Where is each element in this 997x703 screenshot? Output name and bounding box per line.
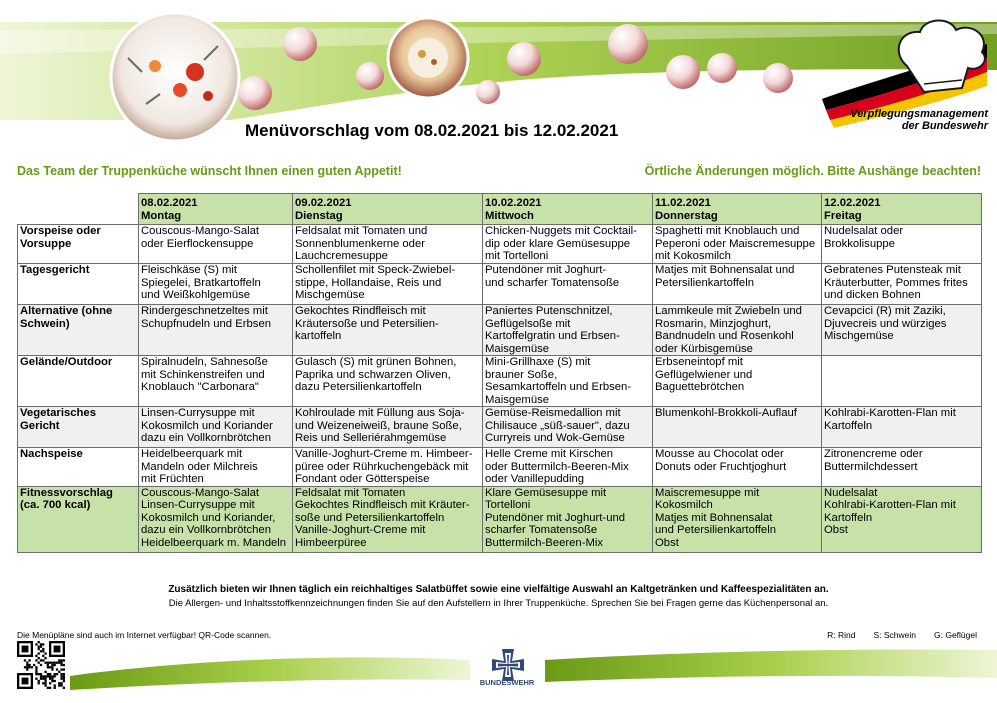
table-row [18, 407, 982, 448]
table-row [18, 356, 982, 407]
day-header: 09.02.2021 Dienstag [293, 194, 483, 225]
menu-cell: Fleischkäse (S) mit Spiegelei, Bratkartoffeln und Weißkohlgemüse [139, 264, 293, 305]
menu-cell: Lammkeule mit Zwiebeln und Rosmarin, Minzjoghurt, Bandnudeln und Rosenkohl oder Kürbisgemüse [653, 305, 822, 356]
menu-body [18, 225, 982, 553]
menu-cell: Klare Gemüsesuppe mit Tortelloni Putendöner mit Joghurt-und scharfer Tomatensoße Buttermilch-Beeren-Mix [483, 486, 653, 552]
day-header: 10.02.2021 Mittwoch [483, 194, 653, 225]
legend-item: G: Geflügel [934, 630, 977, 640]
qr-code[interactable] [17, 641, 65, 689]
table-header-row [18, 194, 982, 225]
menu-cell: Blumenkohl-Brokkoli-Auflauf [653, 407, 822, 448]
abbreviation-legend [827, 630, 977, 640]
menu-cell: Nudelsalat Kohlrabi-Karotten-Flan mit Kartoffeln Obst [822, 486, 982, 552]
brand-text [828, 108, 988, 132]
allergen-note: Die Allergen- und Inhaltsstoffkennzeichnungen finden Sie auf den Aufstellern in Ihrer Truppenküche. Sprechen Sie bei Fragen gerne das Küchenpersonal an. [168, 598, 829, 609]
menu-cell: Spaghetti mit Knoblauch und Peperoni oder Maiscremesuppe mit Kokosmilch [653, 225, 822, 264]
menu-cell: Nudelsalat oder Brokkolisuppe [822, 225, 982, 264]
table-row [18, 448, 982, 487]
day-header: 08.02.2021 Montag [139, 194, 293, 225]
row-category: Tagesgericht [18, 264, 139, 305]
menu-table [17, 193, 982, 553]
table-row [18, 264, 982, 305]
menu-cell: Schollenfilet mit Speck-Zwiebel- stippe, Hollandaise, Reis und Mischgemüse [293, 264, 483, 305]
menu-cell: Vanille-Joghurt-Creme m. Himbeer- püree oder Rührkuchengebäck mit Fondant oder Götterspeise [293, 448, 483, 487]
menu-cell: Heidelbeerquark mit Mandeln oder Milchreis mit Früchten [139, 448, 293, 487]
menu-cell: Feldsalat mit Tomaten Gekochtes Rindfleisch mit Kräuter- soße und Petersilienkartoffeln Vanille-Joghurt-Creme mit Himbeerpüree [293, 486, 483, 552]
menu-cell: Matjes mit Bohnensalat und Petersilienkartoffeln [653, 264, 822, 305]
menu-cell: Paniertes Putenschnitzel, Geflügelsoße mit Kartoffelgratin und Erbsen- Maisgemüse [483, 305, 653, 356]
table-row [18, 305, 982, 356]
menu-cell [822, 356, 982, 407]
menu-cell: Couscous-Mango-Salat oder Eierflockensuppe [139, 225, 293, 264]
menu-cell: Feldsalat mit Tomaten und Sonnenblumenkerne oder Lauchcremesuppe [293, 225, 483, 264]
menu-cell: Couscous-Mango-Salat Linsen-Currysuppe mit Kokosmilch und Koriander, dazu ein Vollkornbrötchen Heidelbeerquark m. Mandeln [139, 486, 293, 552]
notice-text: Örtliche Änderungen möglich. Bitte Aushänge beachten! [644, 164, 981, 178]
menu-cell: Chicken-Nuggets mit Cocktail- dip oder klare Gemüsesuppe mit Tortelloni [483, 225, 653, 264]
row-category: Vegetarisches Gericht [18, 407, 139, 448]
menu-cell: Mousse au Chocolat oder Donuts oder Fruchtjoghurt [653, 448, 822, 487]
menu-cell: Zitronencreme oder Buttermilchdessert [822, 448, 982, 487]
menu-cell: Maiscremesuppe mit Kokosmilch Matjes mit Bohnensalat und Petersilienkartoffeln Obst [653, 486, 822, 552]
greeting-text: Das Team der Truppenküche wünscht Ihnen einen guten Appetit! [17, 164, 402, 178]
page-title: Menüvorschlag vom 08.02.2021 bis 12.02.2021 [245, 121, 619, 140]
row-category: Vorspeise oder Vorsuppe [18, 225, 139, 264]
table-row [18, 225, 982, 264]
menu-cell: Gekochtes Rindfleisch mit Kräutersoße und Petersilien- kartoffeln [293, 305, 483, 356]
day-header: 12.02.2021 Freitag [822, 194, 982, 225]
menu-cell: Helle Creme mit Kirschen oder Buttermilch-Beeren-Mix oder Vanillepudding [483, 448, 653, 487]
brand-line2: der Bundeswehr [901, 120, 988, 132]
brand-line1: Verpflegungsmanagement [850, 108, 988, 120]
row-category: Fitnessvorschlag (ca. 700 kcal) [18, 486, 139, 552]
row-category: Nachspeise [18, 448, 139, 487]
menu-cell: Gulasch (S) mit grünen Bohnen, Paprika und schwarzen Oliven, dazu Petersilienkartoffeln [293, 356, 483, 407]
menu-cell: Mini-Grillhaxe (S) mit brauner Soße, Sesamkartoffeln und Erbsen- Maisgemüse [483, 356, 653, 407]
table-row [18, 486, 982, 552]
menu-cell: Gebratenes Putensteak mit Kräuterbutter, Pommes frites und dicken Bohnen [822, 264, 982, 305]
menu-cell: Putendöner mit Joghurt- und scharfer Tomatensoße [483, 264, 653, 305]
bundeswehr-logo-text: BUNDESWEHR [479, 678, 535, 687]
legend-item: R: Rind [827, 630, 856, 640]
menu-cell: Rindergeschnetzeltes mit Schupfnudeln und Erbsen [139, 305, 293, 356]
row-category: Gelände/Outdoor [18, 356, 139, 407]
table-corner [18, 194, 139, 225]
menu-cell: Linsen-Currysuppe mit Kokosmilch und Koriander dazu ein Vollkornbrötchen [139, 407, 293, 448]
menu-cell: Cevapcici (R) mit Zaziki, Djuvecreis und würziges Mischgemüse [822, 305, 982, 356]
menu-cell: Gemüse-Reismedallion mit Chilisauce „süß-sauer", dazu Curryreis und Wok-Gemüse [483, 407, 653, 448]
menu-cell: Erbseneintopf mit Geflügelwiener und Baguettebrötchen [653, 356, 822, 407]
menu-cell: Kohlroulade mit Füllung aus Soja- und Weizeneiweiß, braune Soße, Reis und Selleriérahmgemüse [293, 407, 483, 448]
food-photo-plate [111, 13, 239, 140]
online-note: Die Menüpläne sind auch im Internet verfügbar! QR-Code scannen. [17, 630, 272, 640]
salad-buffet-note: Zusätzlich bieten wir Ihnen täglich ein reichhaltiges Salatbüffet sowie eine vielfältige Auswahl an Kaltgetränken und Kaffeespezialitäten an. [168, 584, 829, 595]
legend-item: S: Schwein [873, 630, 916, 640]
day-header: 11.02.2021 Donnerstag [653, 194, 822, 225]
menu-cell: Spiralnudeln, Sahnesoße mit Schinkenstreifen und Knoblauch "Carbonara" [139, 356, 293, 407]
row-category: Alternative (ohne Schwein) [18, 305, 139, 356]
menu-cell: Kohlrabi-Karotten-Flan mit Kartoffeln [822, 407, 982, 448]
